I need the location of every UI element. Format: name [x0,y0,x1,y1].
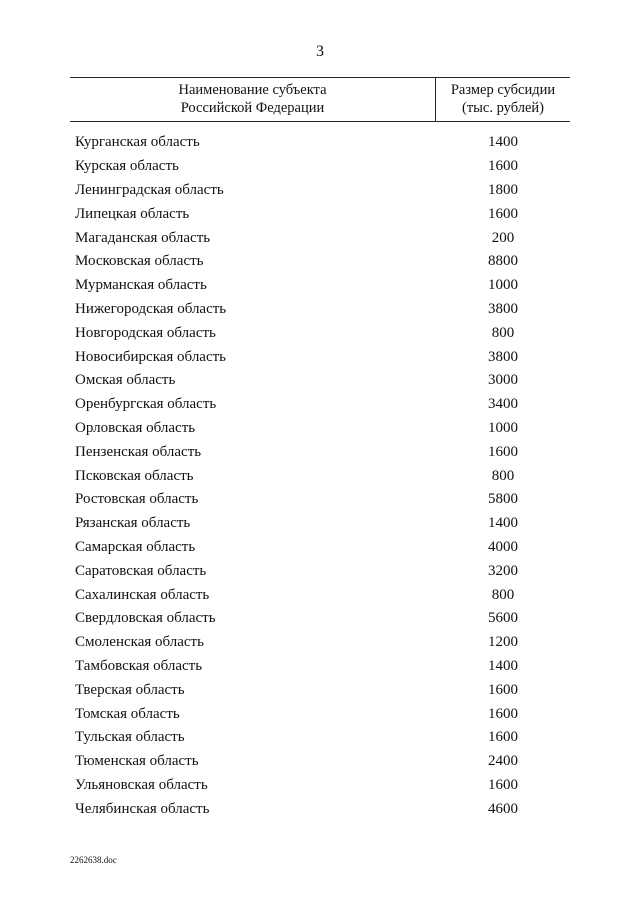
subject-name-cell: Новгородская область [75,324,216,341]
subject-name-cell: Пензенская область [75,443,202,460]
subsidy-value-cell: 3200 [488,562,518,579]
subsidy-value-cell: 3400 [488,396,518,413]
subject-name-cell: Курская область [75,158,179,175]
subject-name-cell: Свердловская область [75,610,216,627]
subject-name-cell: Псковская область [75,467,194,484]
table-row [70,321,570,345]
subsidy-value-cell: 5800 [488,491,518,508]
subsidy-value-cell: 1600 [488,205,518,222]
table-row [70,774,570,798]
subsidy-value-cell: 1600 [488,705,518,722]
table-row [70,512,570,536]
column-header-subsidy-line1: Размер субсидии [450,82,556,98]
subsidy-value-cell: 1400 [488,515,518,532]
subject-name-cell: Ленинградская область [75,181,224,198]
table-row [70,202,570,226]
subsidy-value-cell: 8800 [488,253,518,270]
subject-name-cell: Нижегородская область [75,300,227,317]
subsidy-value-cell: 1400 [488,657,518,674]
table-row [70,536,570,560]
subsidy-value-cell: 1600 [488,776,518,793]
table-body [70,131,570,821]
table-row [70,702,570,726]
subject-name-cell: Новосибирская область [75,348,227,365]
column-header-subject-name-line1: Наименование субъекта [178,82,327,98]
subsidy-value-cell: 1000 [488,277,518,294]
column-header-subsidy-line2: (тыс. рублей) [462,100,544,116]
subject-name-cell: Рязанская область [75,515,191,532]
table-row [70,155,570,179]
subject-name-cell: Липецкая область [75,205,190,222]
subject-name-cell: Челябинская область [75,800,210,817]
subsidy-value-cell: 1600 [488,158,518,175]
column-header-subject-name-line2: Российской Федерации [180,100,325,116]
table-row [70,464,570,488]
subsidy-value-cell: 200 [491,229,515,246]
subject-name-cell: Смоленская область [75,634,204,651]
subject-name-cell: Саратовская область [75,562,207,579]
table-row [70,393,570,417]
subsidy-value-cell: 3000 [488,372,518,389]
subsidy-value-cell: 800 [491,586,515,603]
subject-name-cell: Самарская область [75,538,196,555]
table-row [70,226,570,250]
table-row [70,631,570,655]
subject-name-cell: Мурманская область [75,277,207,294]
subject-name-cell: Сахалинская область [75,586,210,603]
document-filename: 2262638.doc [70,855,117,865]
subsidy-value-cell: 2400 [488,753,518,770]
subject-name-cell: Тульская область [75,729,185,746]
subsidy-value-cell: 4000 [488,538,518,555]
table-row [70,559,570,583]
subsidy-value-cell: 1600 [488,443,518,460]
table-row [70,369,570,393]
table-row [70,250,570,274]
table-row [70,298,570,322]
table-header [70,77,570,122]
subsidy-value-cell: 4600 [488,800,518,817]
subject-name-cell: Орловская область [75,419,196,436]
table-row [70,750,570,774]
subject-name-cell: Омская область [75,372,176,389]
subsidy-value-cell: 3800 [488,300,518,317]
subject-name-cell: Московская область [75,253,204,270]
table-row [70,179,570,203]
subsidy-value-cell: 800 [491,324,515,341]
table-row [70,726,570,750]
table-row [70,274,570,298]
subject-name-cell: Курганская область [75,134,200,151]
table-row [70,417,570,441]
subsidy-value-cell: 1800 [488,181,518,198]
table-row [70,797,570,821]
subsidy-value-cell: 1600 [488,729,518,746]
subject-name-cell: Ульяновская область [75,776,208,793]
subject-name-cell: Оренбургская область [75,396,217,413]
subject-name-cell: Тюменская область [75,753,199,770]
subsidy-value-cell: 1600 [488,681,518,698]
subsidy-value-cell: 3800 [488,348,518,365]
subject-name-cell: Ростовская область [75,491,199,508]
table-row [70,488,570,512]
subject-name-cell: Томская область [75,705,180,722]
table-row [70,440,570,464]
table-row [70,607,570,631]
page-number: 3 [316,43,324,60]
subsidy-value-cell: 1200 [488,634,518,651]
subject-name-cell: Тверская область [75,681,185,698]
subsidy-value-cell: 5600 [488,610,518,627]
column-header-subject-name [70,78,436,121]
table-row [70,583,570,607]
subsidy-value-cell: 1400 [488,134,518,151]
table-row [70,655,570,679]
subject-name-cell: Магаданская область [75,229,211,246]
table-row [70,678,570,702]
column-header-subsidy-amount [436,78,570,121]
subject-name-cell: Тамбовская область [75,657,203,674]
subsidy-value-cell: 800 [491,467,515,484]
table-row [70,131,570,155]
table-row [70,345,570,369]
subsidy-value-cell: 1000 [488,419,518,436]
